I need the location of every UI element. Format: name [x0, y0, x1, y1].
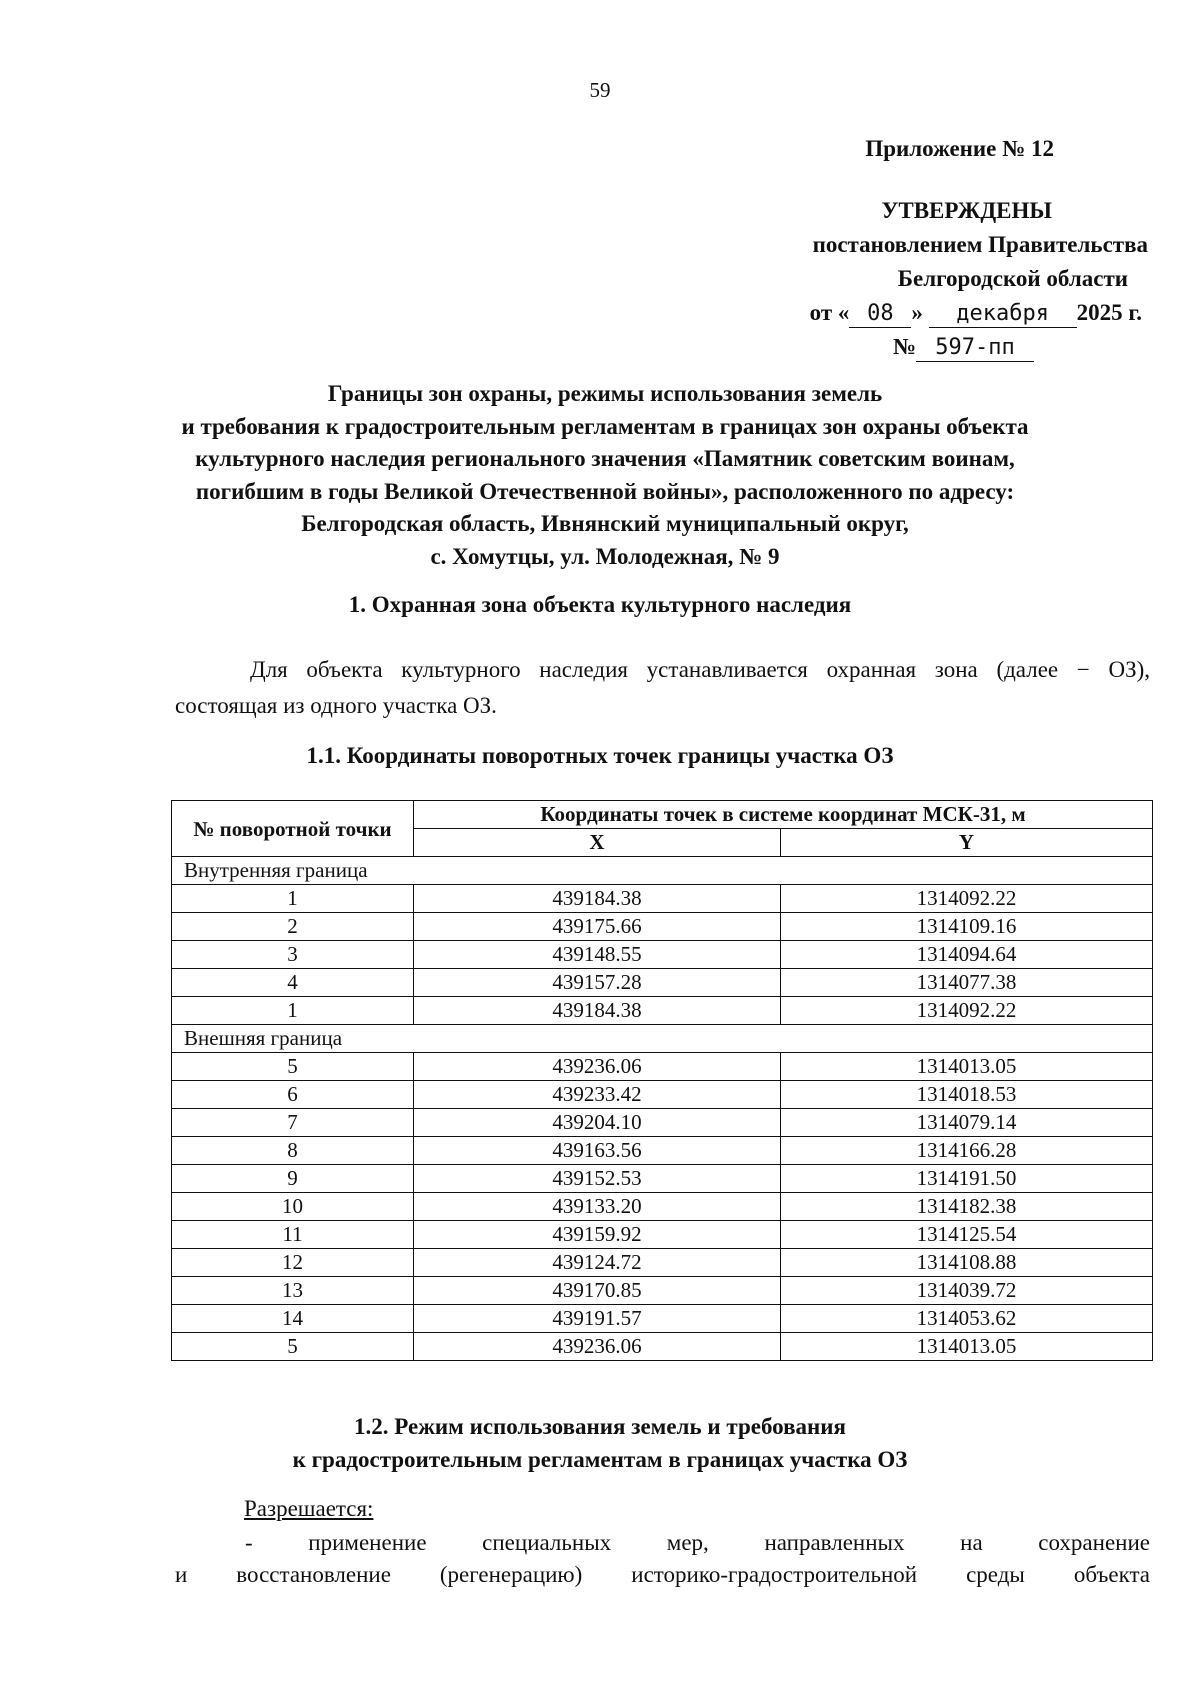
number-value: 597-пп: [916, 335, 1034, 362]
cell-y: 1314125.54: [781, 1221, 1153, 1249]
heading-line: 1.2. Режим использования земель и требования: [354, 1414, 846, 1439]
table-row: [172, 1081, 1153, 1109]
number-prefix: №: [892, 334, 916, 359]
header-point-number: № поворотной точки: [172, 801, 414, 857]
approval-number: [893, 330, 1034, 364]
cell-point: 5: [172, 1333, 414, 1361]
cell-x: 439184.38: [414, 885, 781, 913]
cell-y: 1314018.53: [781, 1081, 1153, 1109]
allowed-item-paragraph: [175, 1527, 1150, 1591]
table-row: [172, 1193, 1153, 1221]
table-row: [172, 1333, 1153, 1361]
cell-y: 1314166.28: [781, 1137, 1153, 1165]
group-outer-boundary: Внешняя граница: [172, 1025, 1153, 1053]
cell-x: 439163.56: [414, 1137, 781, 1165]
approval-date: [810, 296, 1142, 330]
page-number: 59: [589, 78, 611, 102]
table-row: [172, 1109, 1153, 1137]
table-row: [172, 941, 1153, 969]
section-1-heading: 1. Охранная зона объекта культурного наследия: [348, 592, 852, 617]
header-coordinates: Координаты точек в системе координат МСК-31, м: [414, 801, 1153, 829]
date-mid: »: [911, 300, 923, 325]
table-row: [172, 885, 1153, 913]
cell-y: 1314094.64: [781, 941, 1153, 969]
document-title: [140, 378, 1070, 573]
cell-point: 7: [172, 1109, 414, 1137]
cell-y: 1314079.14: [781, 1109, 1153, 1137]
table-row: [172, 1277, 1153, 1305]
annex-label: Приложение № 12: [865, 136, 1054, 161]
heading-line: к градостроительным регламентам в границах участка ОЗ: [292, 1447, 908, 1472]
paragraph-line: Для объекта культурного наследия устанавливается охранная зона (далее − ОЗ),: [250, 657, 1150, 682]
cell-point: 5: [172, 1053, 414, 1081]
approval-region: Белгородской области: [897, 266, 1128, 291]
cell-point: 12: [172, 1249, 414, 1277]
cell-point: 11: [172, 1221, 414, 1249]
title-line: культурного наследия регионального значения «Памятник советским воинам,: [195, 446, 1015, 471]
table-row: [172, 969, 1153, 997]
cell-x: 439236.06: [414, 1333, 781, 1361]
cell-y: 1314077.38: [781, 969, 1153, 997]
cell-x: 439159.92: [414, 1221, 781, 1249]
cell-point: 9: [172, 1165, 414, 1193]
cell-x: 439204.10: [414, 1109, 781, 1137]
cell-point: 4: [172, 969, 414, 997]
table-row: [172, 1249, 1153, 1277]
header-x: X: [414, 829, 781, 857]
table-row: [172, 1221, 1153, 1249]
table-row: [172, 1165, 1153, 1193]
date-prefix: от «: [809, 300, 850, 325]
cell-x: 439184.38: [414, 997, 781, 1025]
cell-x: 439170.85: [414, 1277, 781, 1305]
section-1-paragraph: [175, 652, 1150, 724]
cell-point: 14: [172, 1305, 414, 1333]
approved-label: УТВЕРЖДЕНЫ: [881, 198, 1052, 223]
date-year: 2025 г.: [1076, 300, 1142, 325]
cell-y: 1314053.62: [781, 1305, 1153, 1333]
cell-y: 1314013.05: [781, 1053, 1153, 1081]
cell-point: 1: [172, 997, 414, 1025]
cell-x: 439157.28: [414, 969, 781, 997]
coordinates-table: [171, 800, 1153, 1361]
date-day: 08: [849, 301, 911, 328]
cell-y: 1314039.72: [781, 1277, 1153, 1305]
cell-point: 8: [172, 1137, 414, 1165]
cell-x: 439236.06: [414, 1053, 781, 1081]
table-row: [172, 1305, 1153, 1333]
table-row: [172, 997, 1153, 1025]
cell-point: 3: [172, 941, 414, 969]
paragraph-line: состоящая из одного участка ОЗ.: [175, 693, 497, 718]
cell-x: 439233.42: [414, 1081, 781, 1109]
title-line: Границы зон охраны, режимы использования земель: [327, 381, 883, 406]
cell-x: 439152.53: [414, 1165, 781, 1193]
cell-point: 2: [172, 913, 414, 941]
cell-point: 6: [172, 1081, 414, 1109]
cell-y: 1314092.22: [781, 885, 1153, 913]
cell-x: 439191.57: [414, 1305, 781, 1333]
cell-y: 1314092.22: [781, 997, 1153, 1025]
cell-y: 1314109.16: [781, 913, 1153, 941]
cell-x: 439133.20: [414, 1193, 781, 1221]
cell-point: 13: [172, 1277, 414, 1305]
cell-y: 1314182.38: [781, 1193, 1153, 1221]
paragraph-line: и восстановление (регенерацию) историко-градостроительной среды объекта: [175, 1562, 1150, 1587]
cell-y: 1314108.88: [781, 1249, 1153, 1277]
cell-y: 1314013.05: [781, 1333, 1153, 1361]
title-line: с. Хомутцы, ул. Молодежная, № 9: [430, 543, 780, 569]
header-y: Y: [781, 829, 1153, 857]
cell-y: 1314191.50: [781, 1165, 1153, 1193]
cell-point: 10: [172, 1193, 414, 1221]
title-line: погибшим в годы Великой Отечественной войны», расположенного по адресу:: [195, 478, 1015, 504]
table-row: [172, 1137, 1153, 1165]
cell-x: 439124.72: [414, 1249, 781, 1277]
cell-point: 1: [172, 885, 414, 913]
paragraph-line: - применение специальных мер, направленных на сохранение: [245, 1530, 1150, 1555]
date-month: декабря: [929, 301, 1077, 328]
subsection-1-2-heading: [0, 1410, 1200, 1476]
table-row: [172, 1053, 1153, 1081]
subsection-1-1-heading: 1.1. Координаты поворотных точек границы участка ОЗ: [306, 743, 894, 768]
title-line: Белгородская область, Ивнянский муниципальный округ,: [301, 511, 909, 536]
group-inner-boundary: Внутренняя граница: [172, 857, 1153, 885]
title-line: и требования к градостроительным регламентам в границах зон охраны объекта: [181, 413, 1029, 439]
allowed-label: Разрешается:: [244, 1496, 374, 1521]
table-row: [172, 913, 1153, 941]
cell-x: 439175.66: [414, 913, 781, 941]
cell-x: 439148.55: [414, 941, 781, 969]
approval-authority: постановлением Правительства: [812, 232, 1148, 257]
